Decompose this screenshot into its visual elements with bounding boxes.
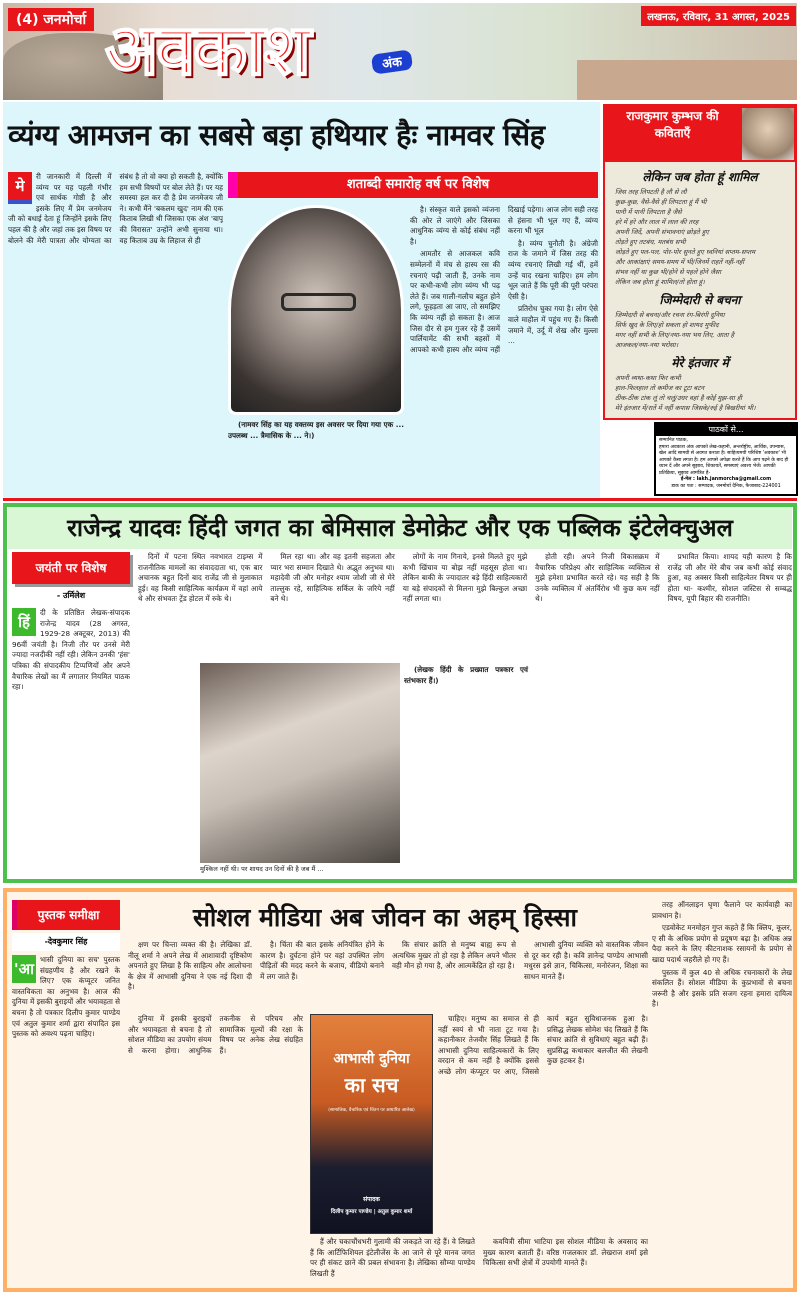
paragraph: तरह ऑनलाइन घृणा फैलाने पर कार्यवाही का प्रावधान है। bbox=[652, 900, 792, 920]
article1-column-a bbox=[8, 172, 223, 498]
poem-line: ठीक-ठीक टांक लूं तो चलूं/उधर वहां है कोई मुझ-सा ही bbox=[615, 394, 742, 402]
poem-line: लेकिन जब होता हूं शामिल/तो होता हूं। bbox=[615, 278, 705, 286]
article2-body-bottom bbox=[404, 665, 792, 877]
readers-body: हमारा अवकाश अंक आपको लेख-कहानी, अन्तर्राष्ट्रीय, आर्थिक, उपन्यास, खेल आदि सामग्री से अवगत कराता है। साहित्यमयी परिशिष्ट 'अवकाश' भी आपको कैसा लगता है। हम आपसे अपेक्षा करते हैं कि आप पढ़ने के बाद ही ध्यान दें और अपने सुझाव, शिकायतें, समस्याएं अवश्य भेजें। आपकी प्रतिक्रिया, सुझाव आमंत्रित है- bbox=[659, 444, 789, 476]
poem-body bbox=[605, 373, 795, 413]
rajendra-yadav-photo bbox=[200, 663, 400, 863]
article3-intro bbox=[12, 955, 120, 1289]
poem-line: संभव नहीं था कुछ भी/होने से पहले होने जैसा bbox=[615, 268, 722, 276]
section-divider bbox=[3, 498, 797, 501]
paragraph: होती रही। अपने निजी विकासक्रम में वैचारिक परिप्रेक्ष्य और साहित्यिक व्यक्तित्व से मुझे हमेशा प्रभावित करते रहे। यह सही है कि उनके व्यक्तित्व में अंतर्विरोध भी कुछ कम नहीं थे। bbox=[535, 552, 660, 604]
paragraph: (लेखक हिंदी के प्रख्यात पत्रकार एवं स्तंभकार हैं।) bbox=[404, 665, 528, 685]
namvar-singh-photo bbox=[228, 205, 404, 415]
poem-line: अपनी व्यथा-कथा फिर कभी bbox=[615, 374, 681, 382]
article1-closing-note bbox=[228, 420, 404, 498]
paragraph: पुस्तक में कुल 40 से अधिक रचनाकारों के लेख संकलित हैं। सोशल मीडिया के कुप्रभावों से बचना जरूरी है और इसके प्रति सजग रहना हमारा दायित्व है। bbox=[652, 967, 792, 1009]
poem-line: हरे में हरे और लाल में लाल की तरह bbox=[615, 218, 699, 226]
paragraph: (नामवर सिंह का यह वक्तव्य इस अवसर पर दिया गया एक ... उपलब्ध ... त्रैमासिक के ... ने।) bbox=[228, 420, 404, 440]
paragraph: है। चिंता की बात इसके अनियंत्रित होने के कारण है। दुर्घटना होने पर वहां उपस्थित लोग पीड़ितों की मदद करने के बजाय, वीडियो बनाने में लग जाते हैं। bbox=[260, 940, 384, 981]
book-editor-label: संपादक bbox=[363, 1196, 380, 1203]
paragraph: है। संस्कृत वाले इसको व्यंजना की ओर ले जाएंगे और जिसका आधुनिक व्यंग्य से कोई संबंध नहीं है। bbox=[410, 205, 500, 246]
article2-byline: - उर्मिलेश bbox=[56, 591, 86, 600]
paragraph: दिनों में पटना स्थित नवभारत टाइम्स में राजनीतिक मामलों का संवाददाता था, एक बार अचानक बहुत दिनों बाद राजेंद्र जी से मुलाकात हुई। वह किसी साहित्यिक कार्यक्रम में वहां आये थे और संभवतः ट्रेंड होटल में रुके थे। bbox=[138, 552, 263, 604]
paragraph: मिल रहा था। और वह इतनी सहजता और प्यार भरा सम्मान दिखाते थे। अद्भुत अनुभव था। महादेवी जी और मनोहर श्याम जोशी जी से मेरे ताल्लुक रहे, साहित्यिक सर्किल के जरिये नहीं बने थे। bbox=[270, 552, 395, 604]
poet-photo bbox=[742, 108, 794, 160]
article2-kicker: जयंती पर विशेष bbox=[12, 552, 130, 584]
poems bbox=[605, 164, 795, 418]
poem-title: जिम्मेदारी से बचना bbox=[659, 293, 741, 307]
dropcap: हिं bbox=[12, 608, 36, 636]
paragraph: हैं और चकाचौंधभरी गुलामी की जकड़ते जा रहे हैं। वे लिखते हैं कि आर्टिफिशियल इंटेलीजेंस के आ जाने से पूरे मानव जगत पर ही संकट छाने की प्रबल संभावना है। लेखिका सौम्या पाण्डेय लिखती हैं bbox=[310, 1237, 475, 1278]
poem-line: कुछ-कुछ, वैसे-वैसे ही लिपटता हूं मैं भी bbox=[615, 198, 707, 206]
article1-kicker: शताब्दी समारोह वर्ष पर विशेष bbox=[228, 172, 598, 198]
book-editors: दिलीप कुमार पाण्डेय | अतुल कुमार शर्मा bbox=[330, 1209, 413, 1215]
paragraph: भासी दुनिया का सच' पुस्तक संग्रहणीय है और रखने के लिए? एक कंप्यूटर जनित वास्तविकता का अनुभव है। आज की दुनिया में इसकी बुराइयों और भयावहता से बचना है तो पत्रकार दिलीप कुमार पाण्डेय एवं अतुल कुमार शर्मा द्वारा संपादित इस पुस्तक को अवश्य पढ़ना चाहिए। bbox=[12, 955, 120, 1039]
poem-line: अपनी जिदें, अपनी संभावनाएं छोड़ते हुए bbox=[615, 228, 709, 236]
photo-caption: मुश्किल नहीं थी। पर शायद उन दिनों की है जब मैं ... bbox=[200, 865, 324, 873]
poem-line: मगर नहीं सभी के लिए/नया-नया भय लिए, आता है bbox=[615, 331, 735, 339]
dropcap: 'आ bbox=[12, 955, 36, 983]
poetry-title: राजकुमार कुम्भज की कविताएँ bbox=[626, 109, 719, 140]
logo-badge: अंक bbox=[371, 49, 413, 74]
poem-title: मेरे इंतजार में bbox=[671, 356, 729, 370]
dropcap: मे bbox=[8, 172, 32, 204]
readers-note bbox=[654, 422, 798, 496]
paragraph: आभासी दुनिया व्यक्ति को वास्तविक जीवन से दूर कर रही है। कवि ज्ञानेन्द्र पाण्डेय आभासी मधुरस इसे ज्ञान, चिकित्सा, मनोरंजन, शिक्षा का साधन मानते हैं। bbox=[524, 940, 648, 981]
article3-byline: -देवकुमार सिंह bbox=[12, 933, 120, 951]
book-title-line1: आभासी दुनिया bbox=[333, 1051, 410, 1067]
book-title-line2: का सच bbox=[344, 1073, 399, 1097]
poem-line: जिस तरह लिपटती है लौ से लौ bbox=[615, 188, 687, 196]
paragraph: कि संचार क्रांति से मनुष्य बाह्य रूप से अत्यधिक मुखर तो हो रहा है लेकिन अपने भीतर वही मौन हो गया है, और आत्मकेंद्रित हो रहा है। bbox=[392, 940, 516, 971]
readers-address: डाक का पता : सम्पादक, जनमोर्चा दैनिक, फैजाबाद-224001 bbox=[671, 483, 781, 489]
poem-body bbox=[605, 187, 795, 287]
article2-body-top bbox=[138, 552, 792, 661]
poem-line: और आकांक्षाएं समय-समय में भी/जिनमें राहतें नहीं-नहीं bbox=[615, 258, 745, 266]
edition-label: (4) जनमोर्चा bbox=[8, 8, 94, 31]
paragraph: दुनिया में इसकी बुराइयों और भयावहता से बचना है तो सोशल मीडिया का उपयोग संयम से करना होगा। आधुनिक तकनीक से परिचय और सामाजिक मूल्यों की रक्षा के विषय पर अनेक लेख संग्रहित हैं। bbox=[128, 1014, 303, 1055]
poem-line: तोड़ते हुए तटबंध, मतबंध सभी bbox=[615, 238, 686, 246]
article2-headline: राजेन्द्र यादवः हिंदी जगत का बेमिसाल डेमोक्रेट और एक पब्लिक इंटेलेक्चुअल bbox=[8, 507, 792, 549]
article3-body-bottom-right bbox=[483, 1237, 648, 1289]
paragraph: चाहिए। मनुष्य का समाज से ही नहीं स्वयं से भी नाता टूट गया है। कहानीकार तेजवीर सिंह लिखते हैं कि आभासी दुनिया साहित्यकारों के लिए वरदान से कम नहीं है क्योंकि इससे अच्छे लोग कंप्यूटर पर आए, जिससे कार्य बहुत सुविधाजनक हुआ है। प्रसिद्ध लेखक सोमेश चंद लिखते हैं कि संचार क्रांति से सुविधाएं बहुत बढ़ी हैं। सुप्रसिद्ध कथाकार बलजीत की लेखनी कुछ हटकर है। bbox=[438, 1014, 648, 1076]
readers-salutation: सम्मानित पाठक, bbox=[659, 438, 688, 443]
paragraph: प्रभावित किया। शायद यही कारण है कि राजेंद्र जी और मेरे बीच जब कभी कोई संवाद हुआ, वह अक्सर किसी साहित्येतर विषय पर ही होता था- कश्मीर, सोशल जस्टिस से सम्बद्ध विषय, यूपी बिहार की राजनीति। bbox=[667, 552, 792, 604]
masthead-logo: अवकाश bbox=[105, 9, 309, 91]
paragraph: दी के प्रतिष्ठित लेखक-संपादक राजेन्द्र यादव (28 अगस्त, 1929-28 अक्टूबर, 2013) की 96वीं जयंती है। निजी तौर पर उनसे मेरी ज्यादा नजदीकी नहीं रही। लेकिन उनकी 'हंस' पत्रिका की संपादकीय टिप्पणियों और अपने वैचारिक लेखों का मैं लगातार नियमित पाठक रहा। bbox=[12, 608, 130, 692]
paragraph: है। व्यंग्य चुनौती है। अंग्रेजी राज के जमाने में जिस तरह की व्यंग्य रचनाएं लिखी गई थीं, हमें उन्हें याद रखना चाहिए। हम लोग भूल जाते हैं कि पूरी की पूरी परंपरा ऐसी है। bbox=[508, 238, 598, 301]
article1-column-b bbox=[410, 205, 598, 498]
article3-kicker: पुस्तक समीक्षा bbox=[12, 900, 120, 930]
dateline: लखनऊ, रविवार, 31 अगस्त, 2025 bbox=[641, 6, 796, 26]
article2-intro bbox=[12, 608, 130, 879]
poem-line: पानी में पानी लिपटता है जैसे bbox=[615, 208, 682, 216]
paragraph: क्षण पर चिन्ता व्यक्त की है। लेखिका डॉ. नीलू शर्मा ने अपने लेख में आशावादी दृष्टिकोण अपनाते हुए लिखा है कि साहित्य और आलोचना के क्षेत्र में आभासी दुनिया ने एक नई दिशा दी है। bbox=[128, 940, 252, 992]
poem-line: जोड़ते हुए पल-पल, पोर-पोर सुनते हुए ध्वनियां सप्तम-सप्तम bbox=[615, 248, 756, 256]
book-subtitle: (सामाजिक, वैचारिक एवं चिंतन पर आधारित आलेख) bbox=[328, 1108, 415, 1113]
poem-body bbox=[605, 310, 795, 350]
article3-body-top bbox=[128, 940, 648, 1012]
paragraph: आमतौर से आजकल कवि सम्मेलनों में मंच से हास्य रस की रचनाएं पढ़ी जाती हैं, उनके नाम पर कभी-कभी लोग व्यंग्य भी पढ़ लेते हैं। जब गाली-गलौच बहुत होने लगे, फूहड़ता आ जाए, तो समझिए कि व्यंग्य नहीं हो सकता है। आज जिस दौर से हम गुजर रहे हैं उसमें पार्लियामेंट की सभी बहसों में आपको कभी हास्य और व्यंग्य नहीं दिखाई पड़ेगा। आज लोग सही तरह से हंसना भी भूल गए हैं, व्यंग्य करना भी भूल bbox=[410, 205, 598, 354]
article3-headline: सोशल मीडिया अब जीवन का अहम् हिस्सा bbox=[192, 903, 578, 932]
readers-email: ई-मेल : lakh.janmorcha@gmail.com bbox=[680, 477, 772, 482]
article1-headline: व्यंग्य आमजन का सबसे बड़ा हथियार हैः नामवर सिंह bbox=[8, 118, 545, 152]
poem-title: लेकिन जब होता हूं शामिल bbox=[642, 170, 758, 184]
paragraph: लोगों के नाम गिनाये, इनसे मिलते हुए मुझे कभी खिंचाव या बोझ नहीं महसूस होता था। लेकिन बाकी के ज्यादातर बड़े हिंदी साहित्यकारों या बड़े संपादकों से मिलना मुझे बिल्कुल अच्छा नहीं लगता था। bbox=[402, 552, 528, 604]
poem-line: जिम्मेदारी से बचना/और रचना रंग-बिरंगी दुनिया bbox=[615, 311, 725, 319]
article3-body-left bbox=[128, 1014, 303, 1289]
poem-line: आजकल/नया-नया भरोसा। bbox=[615, 341, 679, 349]
paragraph: एडवोकेट मनमोहन गुप्त कहते हैं कि क्लिप, कूलर, ए सी के अधिक प्रयोग से प्रदूषण बढ़ा है। अधिक अन्न पैदा करने के लिए कीटनाशक रसायनों के प्रयोग से खाद्य पदार्थ जहरीले हो गए हैं। bbox=[652, 923, 792, 964]
poem-line: हाल-फिलहाल तो कमीज का टूटा बटन bbox=[615, 384, 705, 392]
paragraph: कवयित्री सीमा भाटिया इस सोशल मीडिया के अवसाद का मुख्य कारण बताती हैं। वरिष्ठ गजलकार डॉ. लेखराज शर्मा इसे चिकित्सा सभी क्षेत्रों में उपयोगी मानते हैं। bbox=[483, 1237, 648, 1268]
book-cover bbox=[310, 1014, 433, 1234]
poem-line: सिर्फ खुद के लिए/हो सकता हो शायद मुफीद bbox=[615, 321, 719, 329]
paragraph: प्रतिरोध चुका गया है। लोग ऐसे वाले माहौल में पहुंच गए हैं। किसी जमाने में, उर्दू में शेख और मुल्ला ... bbox=[508, 304, 598, 346]
poem-line: मेरे इंतजार में/रातें में नहीं कपास जिसके/रुई है बिखरीयां भी। bbox=[615, 404, 756, 412]
paragraph: री जानकारी में दिल्ली में व्यंग्य पर यह पहली गंभीर एवं सार्थक गोष्ठी है और इसके लिए मैं प्रेम जनमेजय जी को बधाई देता हूं जिन्होंने इसके लिए पहल की है और जहां तक इस विषय पर बोलने की मेरी पात्रता और योग्यता का संबंध है तो वो क्या हो सकती है, क्योंकि हम सभी विषयों पर बोल लेते हैं। पर यह समस्या हल कर दी है प्रेम जनमेजय जी ने। कभी मैंने 'बकलम खुद' नाम की एक किताब लिखी थी जिसका एक अंश 'बापू की विरासत' उन्होंने अभी सुनाया था। वह किताब उम्र के लिहाज से ही bbox=[8, 172, 223, 245]
article3-last-column bbox=[652, 900, 792, 1288]
article3-body-bottom-left bbox=[310, 1237, 475, 1289]
readers-title: पाठकों से... bbox=[656, 424, 796, 436]
article3-body-right bbox=[438, 1014, 648, 1234]
